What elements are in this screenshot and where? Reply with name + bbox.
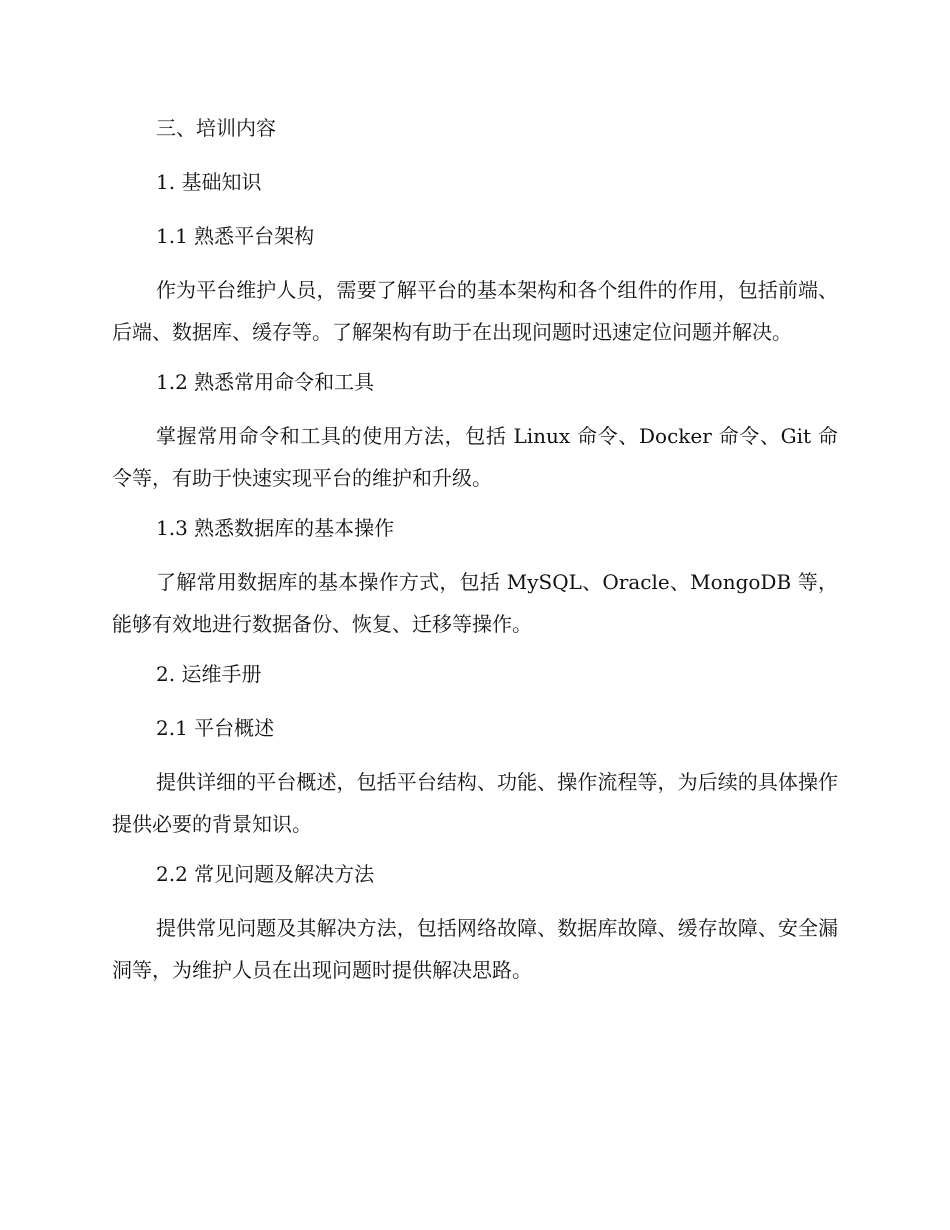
paragraph-database-operations: 了解常用数据库的基本操作方式，包括 MySQL、Oracle、MongoDB 等，能够有效地进行数据备份、恢复、迁移等操作。 bbox=[112, 570, 838, 636]
heading-platform-architecture: 1.1 熟悉平台架构 bbox=[156, 224, 315, 248]
heading-common-issues: 2.2 常见问题及解决方法 bbox=[156, 862, 375, 886]
paragraph-common-issues: 提供常见问题及其解决方法，包括网络故障、数据库故障、缓存故障、安全漏洞等，为维护人员在出现问题时提供解决思路。 bbox=[112, 916, 838, 982]
heading-commands-tools: 1.2 熟悉常用命令和工具 bbox=[156, 370, 375, 394]
heading-basic-knowledge: 1. 基础知识 bbox=[156, 170, 262, 194]
heading-platform-overview: 2.1 平台概述 bbox=[156, 716, 275, 740]
heading-database-operations: 1.3 熟悉数据库的基本操作 bbox=[156, 516, 395, 540]
paragraph-platform-overview: 提供详细的平台概述，包括平台结构、功能、操作流程等，为后续的具体操作提供必要的背景知识。 bbox=[112, 770, 838, 836]
section-heading: 三、培训内容 bbox=[156, 116, 276, 140]
paragraph-commands-tools: 掌握常用命令和工具的使用方法，包括 Linux 命令、Docker 命令、Git 命令等，有助于快速实现平台的维护和升级。 bbox=[112, 424, 838, 490]
paragraph-platform-architecture: 作为平台维护人员，需要了解平台的基本架构和各个组件的作用，包括前端、后端、数据库、缓存等。了解架构有助于在出现问题时迅速定位问题并解决。 bbox=[112, 278, 838, 344]
heading-ops-manual: 2. 运维手册 bbox=[156, 662, 262, 686]
